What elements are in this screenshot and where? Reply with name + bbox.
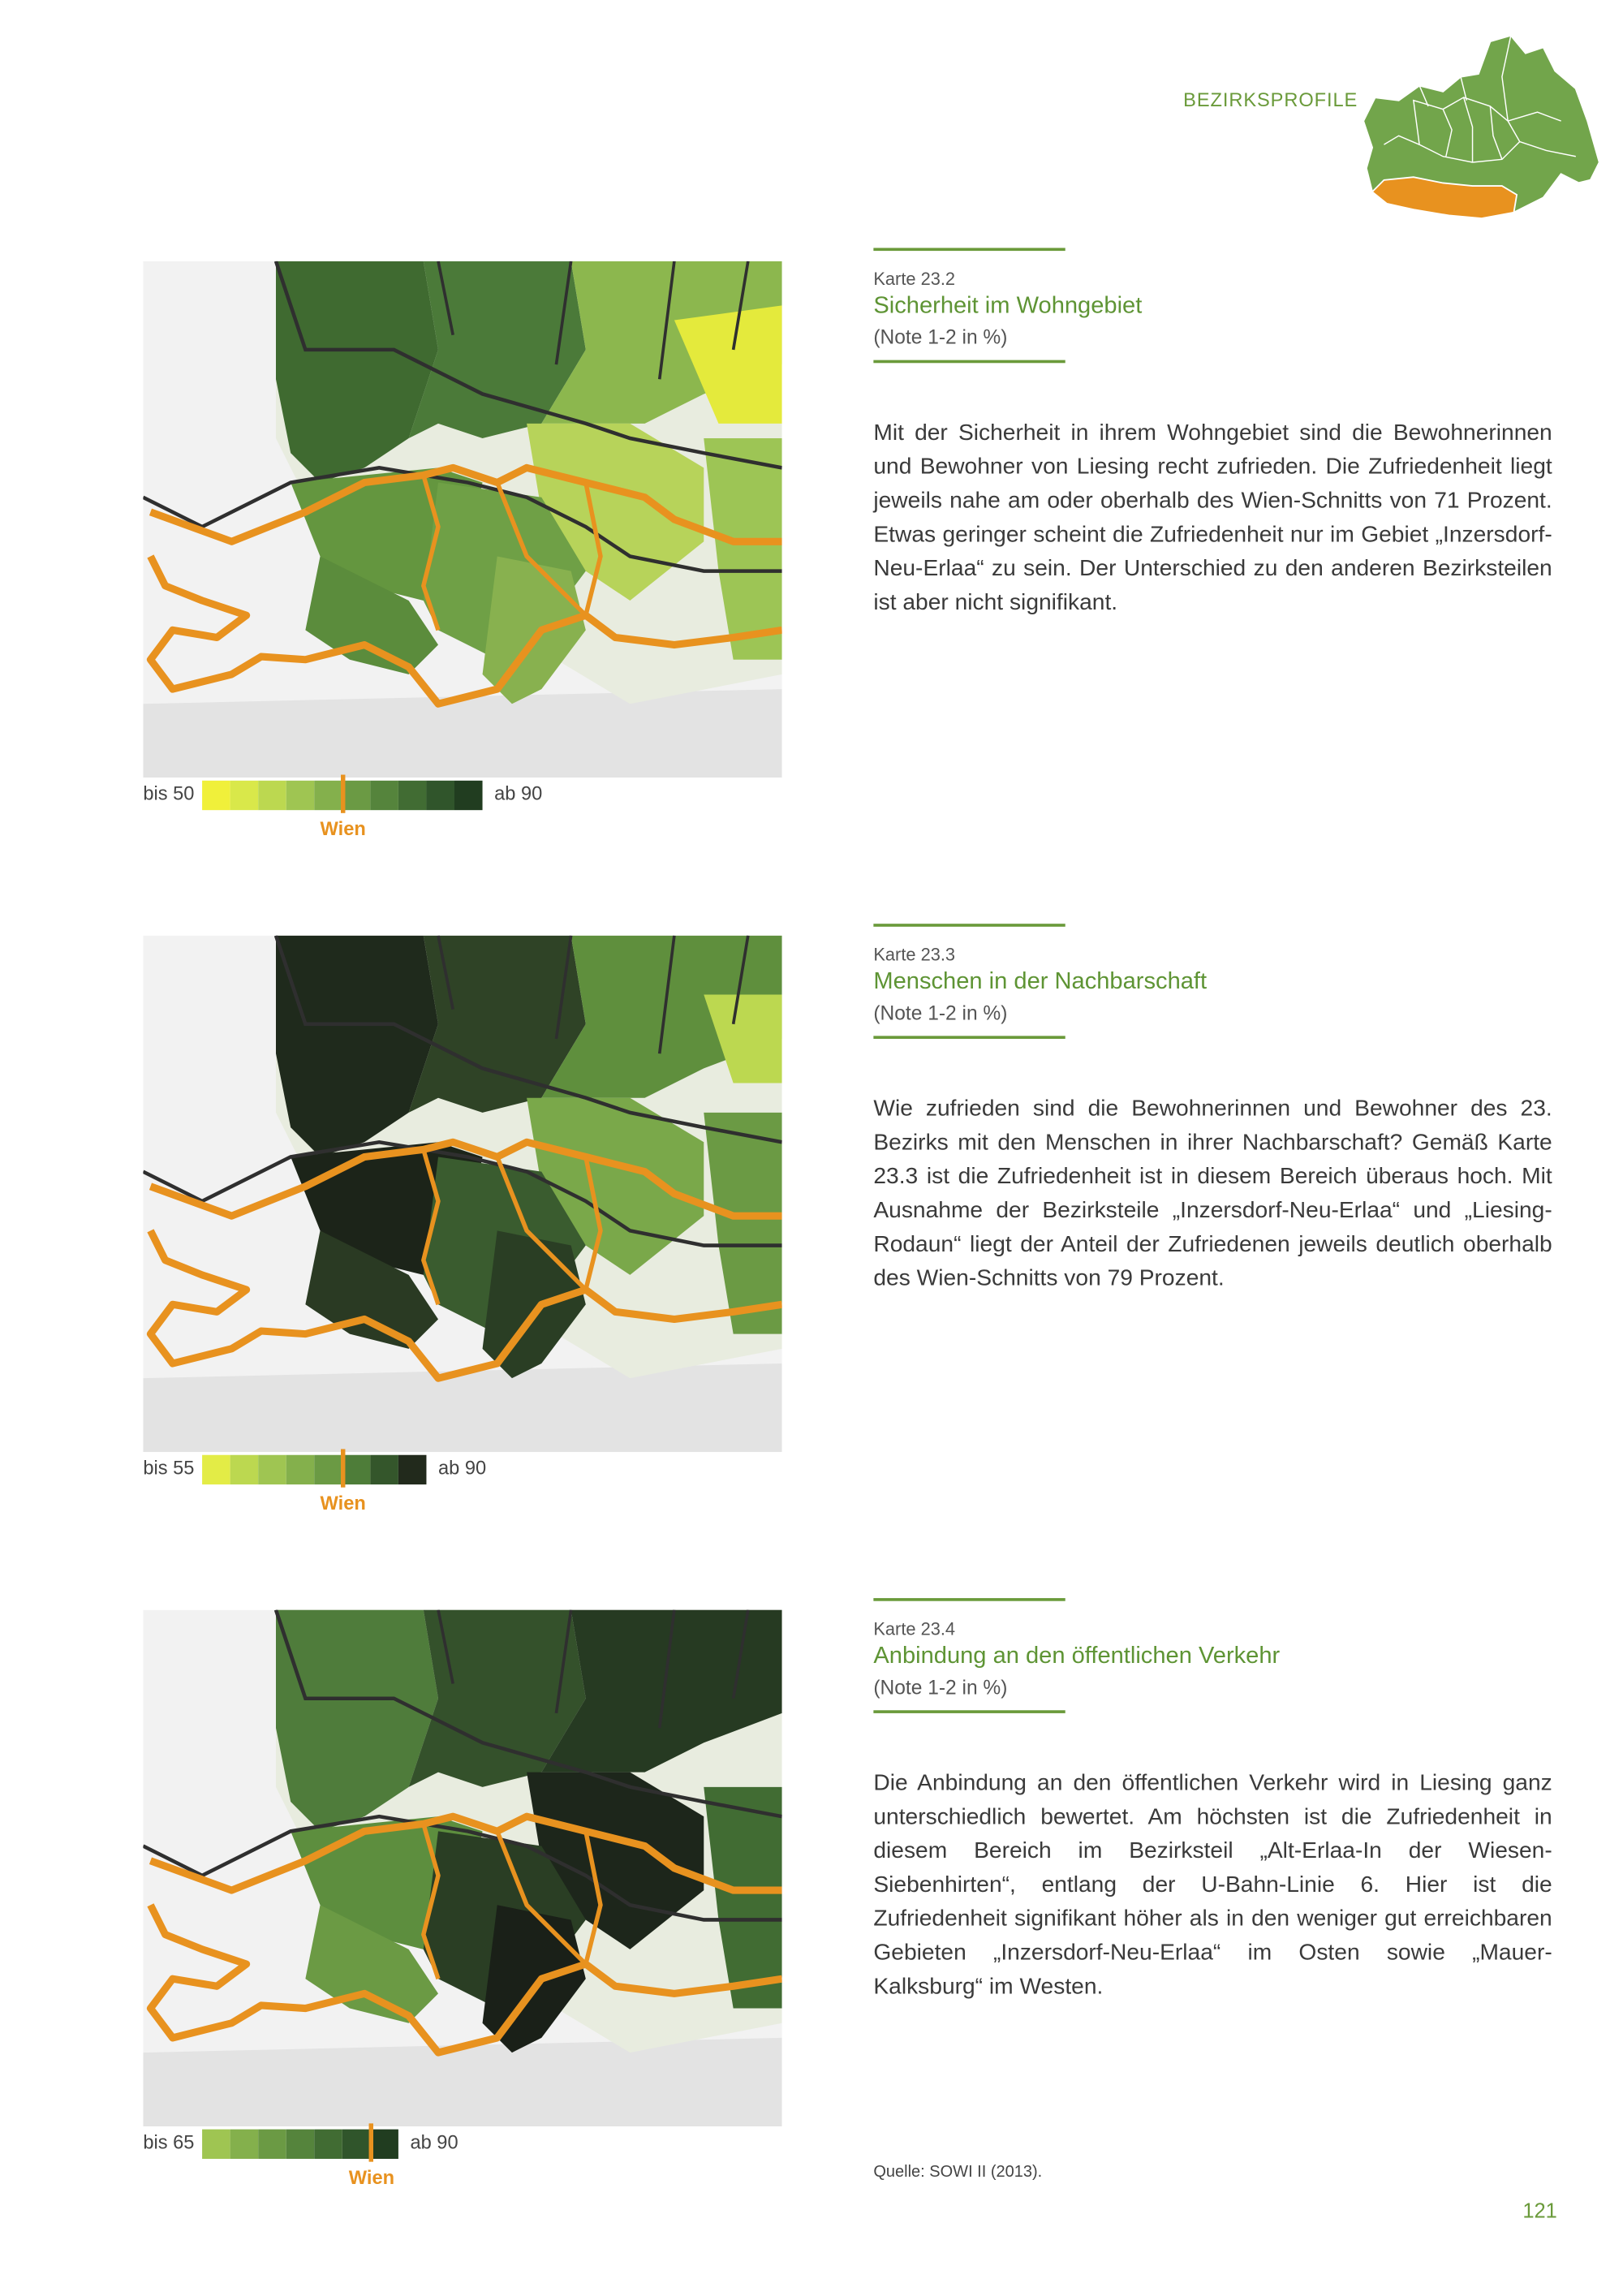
body-paragraph: Die Anbindung an den öffentlichen Verkehr wird in Liesing ganz unterschiedlich bewertet. Am höchsten ist die Zufriedenheit in diesem Bereich im Bezirksteil „Alt-Erlaa-In der Wiesen-Siebenhirten“, entlang der U-Bahn-Linie 6. Hier ist die Zufriedenheit signifikant höher als in den weniger gut erreichbaren Gebieten „Inzersdorf-Neu-Erlaa“ im Osten sowie „Mauer-Kalksburg“ im Westen. xyxy=(873,1770,1552,2000)
legend-swatch xyxy=(230,1455,259,1484)
legend-swatch xyxy=(398,781,427,810)
divider xyxy=(873,248,1065,251)
legend-min-label: bis 50 xyxy=(143,782,195,804)
legend-swatch xyxy=(286,2130,315,2159)
legend-swatch xyxy=(258,2130,286,2159)
divider xyxy=(873,1710,1065,1713)
map-number-label: Karte 23.2 xyxy=(873,268,956,290)
legend-color-scale xyxy=(202,1455,426,1484)
map-title: Menschen in der Nachbarschaft xyxy=(873,969,1208,995)
legend-wien-marker xyxy=(340,1449,344,1487)
page-number: 121 xyxy=(1522,2199,1557,2223)
legend-swatch xyxy=(286,781,315,810)
body-paragraph: Wie zufrieden sind die Bewohnerinnen und Bewohner des 23. Bezirks mit den Menschen in ihrer Nachbarschaft? Gemäß Karte 23.3 ist die Zufriedenheit ist in diesem Bereich überaus hoch. Mit Ausnahme der Bezirksteile „Inzersdorf-Neu-Erlaa“ und „Liesing-Rodaun“ liegt der Anteil der Zufriedenen jeweils deutlich oberhalb des Wien-Schnitts von 79 Prozent. xyxy=(873,1096,1552,1291)
choropleth-map-sicherheit xyxy=(143,261,781,778)
legend-max-label: ab 90 xyxy=(438,1456,487,1479)
section-header-title: BEZIRKSPROFILE xyxy=(1183,88,1358,111)
legend-swatch xyxy=(370,781,398,810)
legend-swatch xyxy=(426,781,454,810)
legend-swatch xyxy=(398,1455,427,1484)
legend-wien-label: Wien xyxy=(320,817,366,840)
legend-wien-marker xyxy=(340,775,344,813)
legend-min-label: bis 65 xyxy=(143,2130,195,2153)
legend-swatch xyxy=(258,1455,286,1484)
divider xyxy=(873,1036,1065,1039)
legend-wien-marker xyxy=(368,2123,372,2161)
legend-swatch xyxy=(286,1455,315,1484)
legend-swatch xyxy=(342,1455,371,1484)
divider xyxy=(873,360,1065,364)
legend-swatch xyxy=(314,781,342,810)
legend-swatch xyxy=(230,2130,259,2159)
legend-swatch xyxy=(202,781,230,810)
legend-swatch xyxy=(342,781,371,810)
map-unit-note: (Note 1-2 in %) xyxy=(873,1676,1008,1699)
map-unit-note: (Note 1-2 in %) xyxy=(873,1002,1008,1024)
legend-wien-label: Wien xyxy=(348,2166,395,2189)
divider xyxy=(873,1598,1065,1601)
legend-swatch xyxy=(314,1455,342,1484)
legend-swatch xyxy=(370,2130,398,2159)
legend-swatch xyxy=(454,781,483,810)
map-description-card xyxy=(873,1598,1552,2004)
vienna-districts-map-icon xyxy=(1354,32,1602,230)
legend-swatch xyxy=(202,1455,230,1484)
legend-swatch xyxy=(370,1455,398,1484)
legend-swatch xyxy=(230,781,259,810)
map-title: Sicherheit im Wohngebiet xyxy=(873,293,1143,319)
legend-max-label: ab 90 xyxy=(410,2130,458,2153)
legend-wien-label: Wien xyxy=(320,1492,366,1514)
map-number-label: Karte 23.4 xyxy=(873,1618,956,1639)
legend-min-label: bis 55 xyxy=(143,1456,195,1479)
source-note: Quelle: SOWI II (2013). xyxy=(873,2163,1043,2182)
choropleth-map-nachbarschaft xyxy=(143,936,781,1452)
choropleth-map-verkehr xyxy=(143,1610,781,2126)
map-number-label: Karte 23.3 xyxy=(873,944,956,966)
legend-max-label: ab 90 xyxy=(494,782,543,804)
divider xyxy=(873,924,1065,927)
map-title: Anbindung an den öffentlichen Verkehr xyxy=(873,1643,1281,1669)
legend-swatch xyxy=(342,2130,371,2159)
legend-swatch xyxy=(202,2130,230,2159)
map-unit-note: (Note 1-2 in %) xyxy=(873,325,1008,349)
legend-swatch xyxy=(258,781,286,810)
map-description-card xyxy=(873,924,1552,1295)
legend-swatch xyxy=(314,2130,342,2159)
body-paragraph: Mit der Sicherheit in ihrem Wohngebiet sind die Bewohnerinnen und Bewohner von Liesing recht zufrieden. Die Zufriedenheit liegt jeweils nahe am oder oberhalb des Wien-Schnitts von 71 Prozent. Etwas geringer scheint die Zufriedenheit nur im Gebiet „Inzersdorf-Neu-Erlaa“ zu sein. Der Unterschied zu den anderen Bezirksteilen ist aber nicht signifikant. xyxy=(873,420,1552,616)
map-description-card xyxy=(873,248,1552,619)
